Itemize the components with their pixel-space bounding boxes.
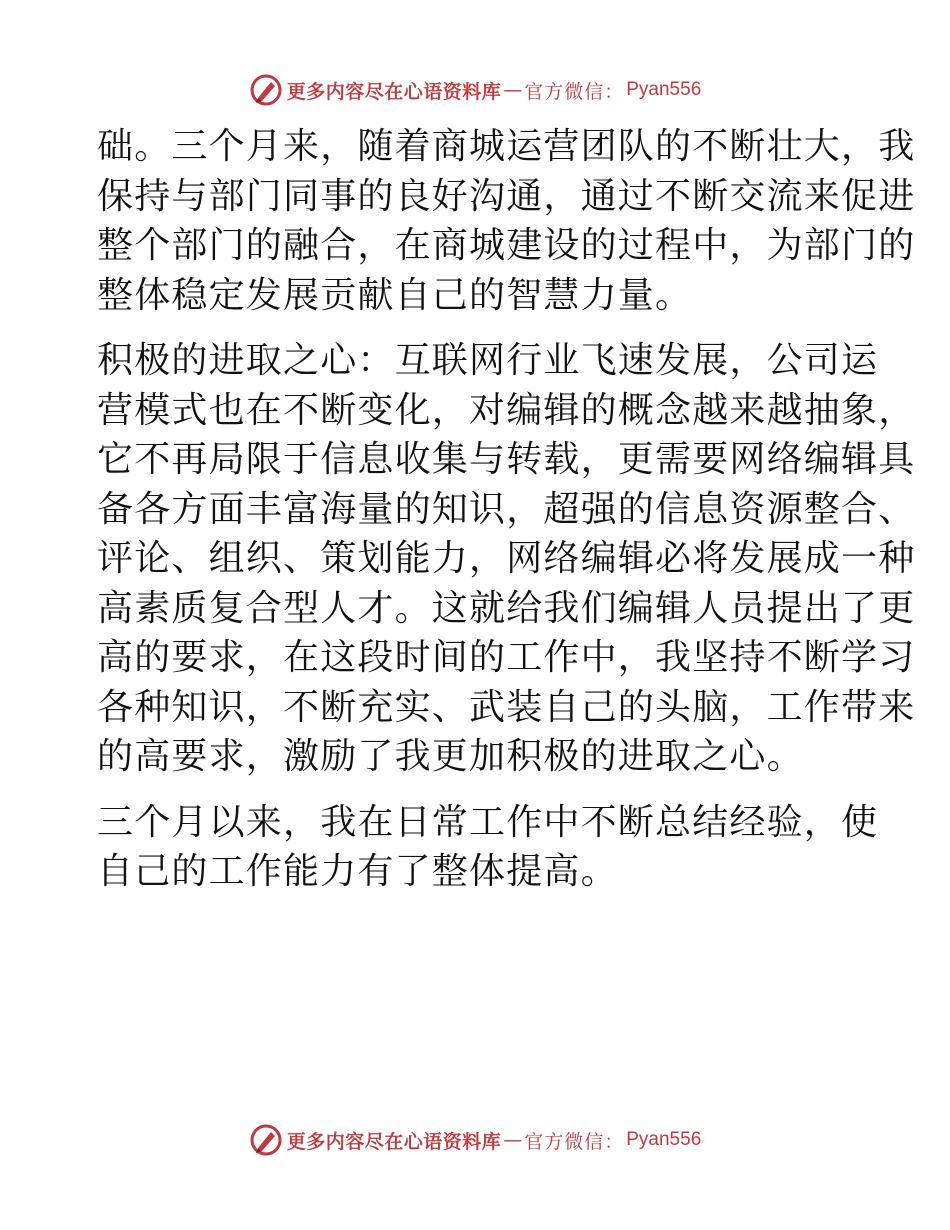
text-line: 营模式也在不断变化，对编辑的概念越来越抽象， [97,389,916,431]
text-line: 础。三个月来，随着商城运营团队的不断壮大，我 [97,126,916,167]
text-line: 整个部门的融合，在商城建设的过程中，为部门的 [97,225,916,266]
header-banner [0,70,950,110]
text-line: 备各方面丰富海量的知识，超强的信息资源整合、 [97,488,916,530]
footer-wechat-id: Pyan556 [626,1129,702,1150]
text-line: 积极的进取之心：互联网行业飞速发展，公司运 [97,340,879,381]
header-dash: — [503,79,523,101]
header-site-name: 更多内容尽在心语资料库 [286,80,502,103]
footer-banner [0,1120,950,1160]
paragraph-1 [97,122,916,320]
document-body [97,122,916,913]
footer-site-name: 更多内容尽在心语资料库 [286,1130,502,1153]
text-line: 三个月以来，我在日常工作中不断总结经验，使 [97,801,879,843]
text-line: 的高要求，激励了我更加积极的进取之心。 [97,736,804,777]
pen-logo-icon [249,73,283,107]
header-wechat-label: 官方微信： [524,80,625,103]
text-line: 保持与部门同事的良好沟通，通过不断交流来促进 [97,175,916,217]
text-line: 它不再局限于信息收集与转载，更需要网络编辑具 [97,439,916,480]
footer-wechat-label: 官方微信： [524,1130,625,1153]
text-line: 自己的工作能力有了整体提高。 [97,851,618,892]
text-line: 高的要求，在这段时间的工作中，我坚持不断学习 [97,637,916,678]
text-line: 整体稳定发展贡献自己的智慧力量。 [97,274,693,316]
text-line: 各种知识，不断充实、武装自己的头脑，工作带来 [97,686,916,728]
footer-dash: — [503,1129,523,1151]
paragraph-2 [97,336,916,782]
pen-logo-icon [249,1123,283,1157]
paragraph-3 [97,798,879,897]
text-line: 高素质复合型人才。这就给我们编辑人员提出了更 [97,587,916,629]
header-wechat-id: Pyan556 [626,79,702,100]
text-line: 评论、组织、策划能力，网络编辑必将发展成一种 [97,538,916,579]
